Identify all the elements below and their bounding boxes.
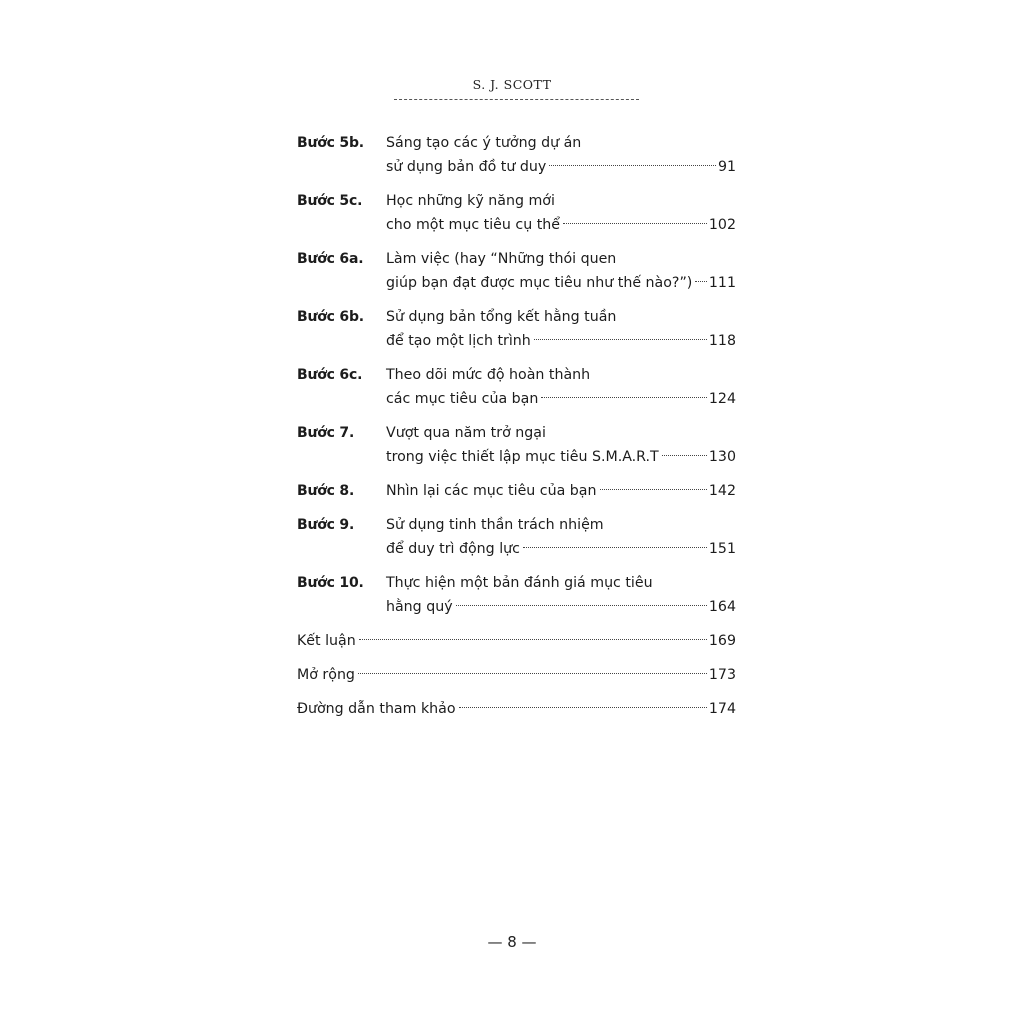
page-number: 151 xyxy=(708,541,736,557)
entry-title-line2: hằng quý xyxy=(386,599,453,615)
entry-title-line1: Theo dõi mức độ hoàn thành xyxy=(386,367,591,383)
running-head: S. J. SCOTT xyxy=(472,77,552,92)
entry-title: Kết luận xyxy=(297,633,356,649)
dot-leader xyxy=(358,673,707,674)
toc-entry-6c xyxy=(297,363,736,411)
page-number: 164 xyxy=(708,599,736,615)
dot-leader xyxy=(549,165,716,166)
step-number: Bước 7. xyxy=(297,425,355,441)
page-number: 142 xyxy=(708,483,736,499)
toc-entry-extension xyxy=(297,663,736,687)
dot-leader xyxy=(534,339,707,340)
step-number: Bước 8. xyxy=(297,483,355,499)
page-number: 174 xyxy=(708,701,736,717)
step-number: Bước 6b. xyxy=(297,309,364,325)
page-number: 124 xyxy=(708,391,736,407)
step-number: Bước 9. xyxy=(297,517,355,533)
page-number: 118 xyxy=(708,333,736,349)
toc-entry-conclusion xyxy=(297,629,736,653)
toc-entry-6a xyxy=(297,247,736,295)
entry-title-line2: để duy trì động lực xyxy=(386,541,520,557)
dot-leader xyxy=(600,489,707,490)
entry-title: Mở rộng xyxy=(297,667,355,683)
toc-entry-9 xyxy=(297,513,736,561)
entry-title-line2: sử dụng bản đồ tư duy xyxy=(386,159,547,175)
entry-title-line2: trong việc thiết lập mục tiêu S.M.A.R.T xyxy=(386,449,659,465)
dot-leader xyxy=(662,455,707,456)
toc-entry-8 xyxy=(297,479,736,503)
page-number: 111 xyxy=(708,275,736,291)
toc-entry-5b xyxy=(297,131,736,179)
entry-title-line1: Sử dụng bản tổng kết hằng tuần xyxy=(386,309,617,325)
dot-leader xyxy=(523,547,707,548)
table-of-contents xyxy=(297,131,736,731)
entry-title-line1: Vượt qua năm trở ngại xyxy=(386,425,546,441)
entry-title-line1: Thực hiện một bản đánh giá mục tiêu xyxy=(386,575,653,591)
entry-title-line2: giúp bạn đạt được mục tiêu như thế nào?”) xyxy=(386,275,693,291)
dot-leader xyxy=(541,397,707,398)
dot-leader xyxy=(456,605,707,606)
page-number: 173 xyxy=(708,667,736,683)
dot-leader xyxy=(459,707,707,708)
toc-entry-5c xyxy=(297,189,736,237)
step-number: Bước 5b. xyxy=(297,135,364,151)
step-number: Bước 5c. xyxy=(297,193,363,209)
entry-title-line2: các mục tiêu của bạn xyxy=(386,391,539,407)
toc-entry-6b xyxy=(297,305,736,353)
dot-leader xyxy=(359,639,707,640)
entry-title-line1: Làm việc (hay “Những thói quen xyxy=(386,251,617,267)
entry-title-line1: Sáng tạo các ý tưởng dự án xyxy=(386,135,582,151)
entry-title-line2: cho một mục tiêu cụ thể xyxy=(386,217,560,233)
step-number: Bước 10. xyxy=(297,575,364,591)
dot-leader xyxy=(695,281,707,282)
header-dashed-rule xyxy=(394,99,639,100)
page-number: 130 xyxy=(708,449,736,465)
toc-entry-references xyxy=(297,697,736,721)
page-number: 169 xyxy=(708,633,736,649)
step-number: Bước 6a. xyxy=(297,251,364,267)
page-number: 91 xyxy=(717,159,736,175)
entry-title-line2: để tạo một lịch trình xyxy=(386,333,531,349)
entry-title-line1: Học những kỹ năng mới xyxy=(386,193,555,209)
entry-title: Nhìn lại các mục tiêu của bạn xyxy=(386,483,597,499)
toc-entry-7 xyxy=(297,421,736,469)
page-folio: — 8 — xyxy=(487,933,537,951)
step-number: Bước 6c. xyxy=(297,367,363,383)
toc-entry-10 xyxy=(297,571,736,619)
entry-title: Đường dẫn tham khảo xyxy=(297,701,456,717)
entry-title-line1: Sử dụng tinh thần trách nhiệm xyxy=(386,517,604,533)
page-number: 102 xyxy=(708,217,736,233)
dot-leader xyxy=(563,223,707,224)
